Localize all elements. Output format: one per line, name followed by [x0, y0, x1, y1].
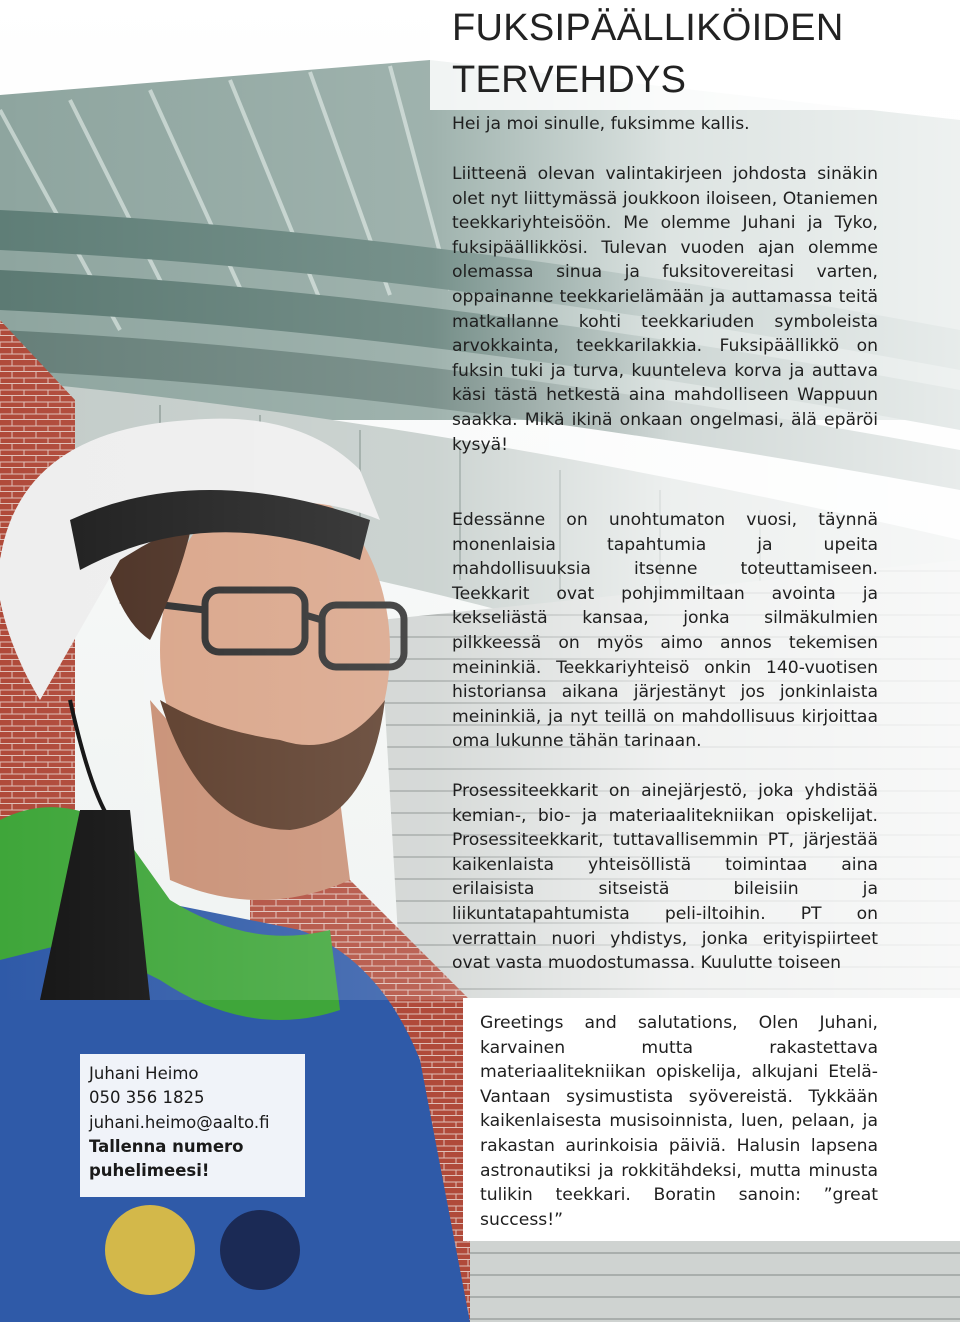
- paragraph-prosessiteekkarit: Prosessiteekkarit on ainejärjestö, joka yhdistää kemian-, bio- ja materiaalitekniikan opiskelijat. Prosessiteekkarit, tuttavallisemmin PT, järjestää kaikenlaista yhteisöllistä toimintaa aina erilaisista sitseistä bileisiin ja liikuntatapahtumista peli-iltoihin. PT on verrattain nuori yhdistys, jonka erityispiirteet ovat vasta muodostumassa. Kuulutte toiseen: [452, 781, 878, 974]
- contact-email[interactable]: juhani.heimo@aalto.fi: [89, 1112, 270, 1132]
- contact-cta-line-2: puhelimeesi!: [89, 1161, 210, 1181]
- page-title: [452, 2, 922, 106]
- paragraph-welcome: Liitteenä olevan valintakirjeen johdosta sinäkin olet nyt liittymässä joukkoon iloiseen, Otaniemen teekkariyhteisöön. Me olemme Juhani ja Tyko, fuksipäällikkösi. Tulevan vuoden ajan olemme olemassa sinua ja fuksitovereitasi varten, oppainanne teekkarielämään ja auttamassa teitä matkallanne kohti teekkariuden symboleista arvokkainta, teekkarilakkia. Fuksipäällikkö on fuksin tuki ja turva, kuunteleva korva ja auttava käsi tästä hetkestä aina mahdolliseen Wappuun saakka. Mikä ikinä onkaan ongelmasi, älä epäröi kysyä!: [452, 164, 878, 455]
- contact-card: [80, 1054, 305, 1197]
- title-line-1: FUKSIPÄÄLLIKÖIDEN: [452, 7, 844, 49]
- contact-phone[interactable]: 050 356 1825: [89, 1088, 205, 1108]
- greeting-text: Hei ja moi sinulle, fuksimme kallis.: [452, 114, 750, 134]
- paragraph-year-ahead: Edessänne on unohtumaton vuosi, täynnä monenlaisia tapahtumia ja upeita mahdollisuuksia itsenne toteuttamiseen. Teekkarit ovat pohjimmiltaan avointa ja kekseliästä kansaa, jonka silmäkulmien pilkkeessä on myös aimo annos tekemisen meininkiä. Teekkariyhteisö onkin 140-vuotisen historiansa aikana järjestänyt jos jonkinlaista meininkiä, ja nyt teillä on mahdollisuus kirjoittaa oma lukunne tähän tarinaan.: [452, 510, 878, 752]
- intro-text-juhani: Greetings and salutations, Olen Juhani, karvainen mutta rakastettava materiaalitekniikan opiskelija, alkujani Etelä-Vantaan sysimustista syövereistä. Tykkään kaikenlaisesta musisoinnista, luen, pelaan, ja rakastan aurinkoisia päiviä. Halusin lapsena astronautiksi ja rokkitähdeksi, mutta minusta tulikin teekkari. Boratin sanoin: ”great success!”: [480, 1013, 878, 1230]
- contact-cta-line-1: Tallenna numero: [89, 1136, 244, 1156]
- intro-box-juhani: [463, 998, 960, 1241]
- title-line-2: TERVEHDYS: [452, 59, 687, 101]
- contact-name: Juhani Heimo: [89, 1064, 199, 1083]
